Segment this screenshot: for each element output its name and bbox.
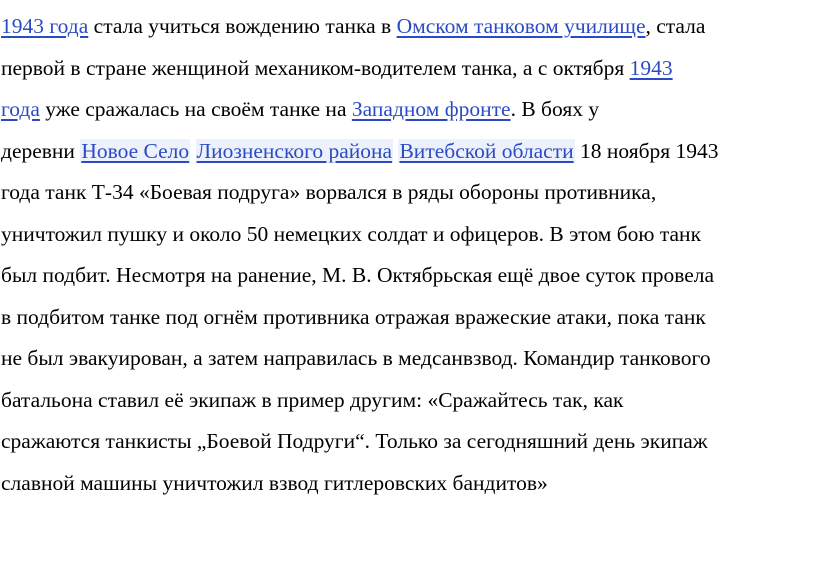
text-run: 18 ноября 1943 [574,138,719,163]
link-новое-село[interactable]: Новое Село [81,138,190,163]
link-витебской-области[interactable]: Витебской области [399,138,574,163]
text-line [0,255,816,297]
text-line [0,297,816,339]
text-line [0,380,816,422]
link-1943[interactable]: 1943 [629,55,673,80]
text-run: был подбит. Несмотря на ранение, М. В. Октябрьская ещё двое суток провела [1,263,715,287]
text-line [0,214,816,256]
text-run: года танк Т-34 «Боевая подруга» ворвался в ряды обороны противника, [1,180,657,204]
text-run: славной машины уничтожил взвод гитлеровских бандитов» [1,470,548,495]
link-1943-года[interactable]: 1943 года [1,14,89,38]
link-лиозненского-района[interactable]: Лиозненского района [196,138,393,163]
text-line [0,89,816,131]
text-run: сражаются танкисты „Боевой Подруги“. Только за сегодняшний день экипаж [1,429,708,453]
text-run: первой в стране женщиной механиком-водителем танка, а с октября [1,55,630,80]
text-run: не был эвакуирован, а затем направилась в медсанвзвод. Командир танкового [1,346,711,370]
text-line [0,463,816,505]
article-text [0,6,816,504]
text-line [0,48,816,90]
text-run: . В боях у [510,97,600,121]
text-run: батальона ставил её экипаж в пример другим: «Сражайтесь так, как [1,387,624,412]
text-line [0,338,816,380]
text-run: уже сражалась на своём танке на [39,97,352,121]
text-run: стала учиться вождению танка в [88,14,397,38]
link-западном-фронте[interactable]: Западном фронте [351,97,511,121]
link-омском-танковом-училище[interactable]: Омском танковом училище [396,14,646,38]
text-run [190,139,195,163]
text-line [0,172,816,214]
text-run: уничтожил пушку и около 50 немецких солдат и офицеров. В этом бою танк [1,221,702,246]
text-run: в подбитом танке под огнём противника отражая вражеские атаки, пока танк [1,304,706,329]
link-года[interactable]: года [1,97,40,121]
text-run: деревни [1,138,81,163]
text-line [0,131,816,173]
text-line [0,421,816,463]
text-line [0,6,816,48]
text-run: , стала [645,14,706,38]
